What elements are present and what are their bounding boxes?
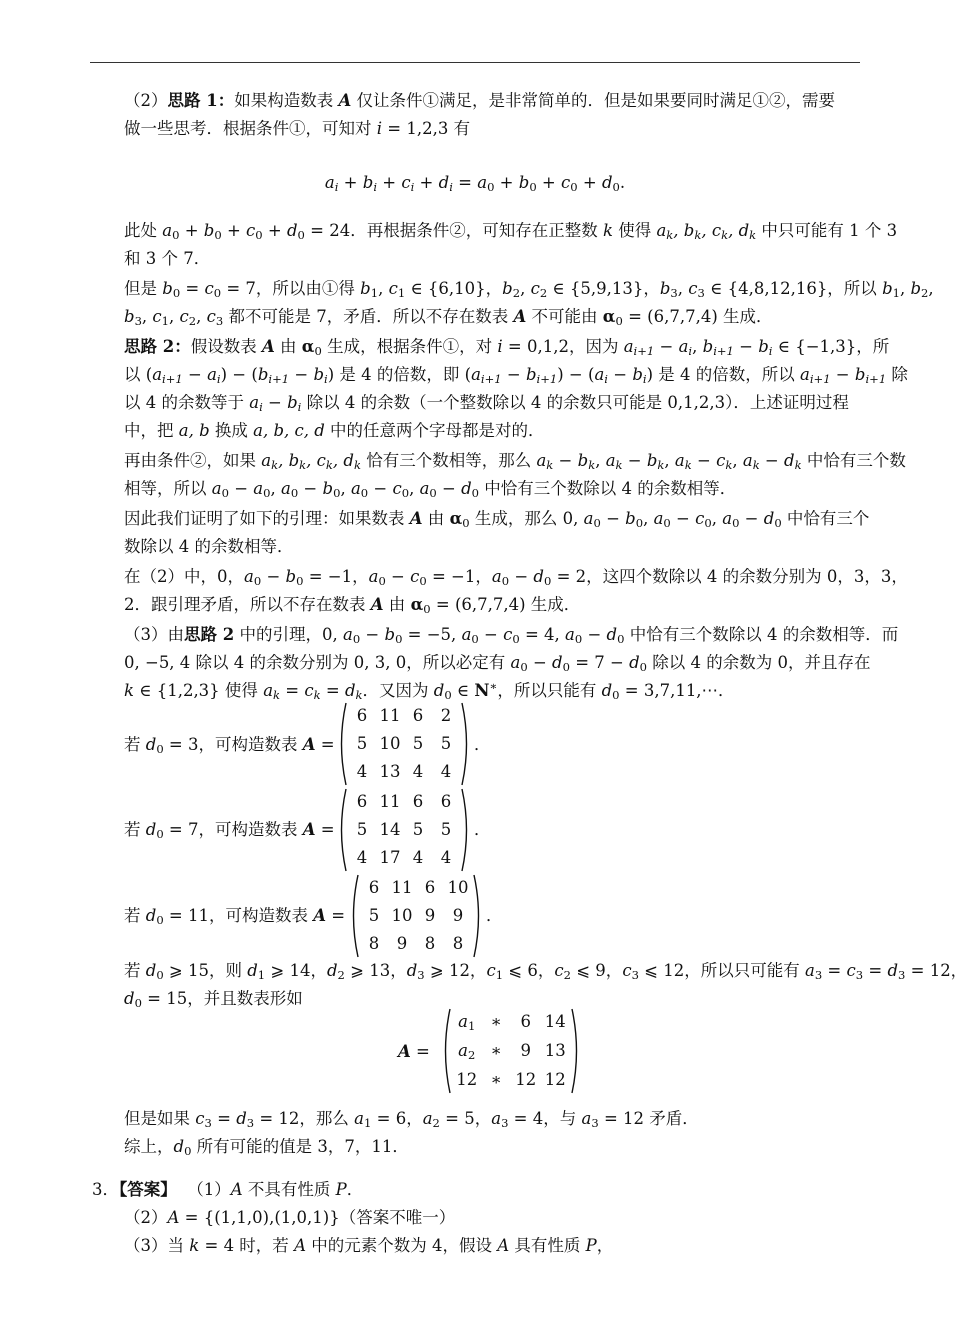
matrix-cell: ∗ xyxy=(490,1069,502,1089)
text-line: 做一些思考．根据条件①，可知对 i = 1,2,3 有 xyxy=(124,119,471,138)
text-line: 此处 $a_0 + b_0 + c_0 + d_0 = 24$．再根据条件②，可知存在正整数 k 使得 $a_k$, $b_k$, $c_k$, $d_k$ 中只可能有 1 个 3 xyxy=(124,221,898,242)
matrix-cell: 5 xyxy=(356,734,368,753)
text-line: 中，把 a, b 换成 a, b, c, d 中的任意两个字母都是对的． xyxy=(124,421,545,440)
text-line: （2）A = {(1,1,0),(1,0,1)}（答案不唯一） xyxy=(124,1208,456,1227)
matrix-cell: 9 xyxy=(452,906,464,925)
matrix-cell: 5 xyxy=(412,734,424,753)
period: ． xyxy=(474,820,491,839)
matrix-cell: 11 xyxy=(391,878,413,897)
matrix-cell: 6 xyxy=(412,792,424,811)
matrix-cell: 6 xyxy=(356,792,368,811)
matrix-cell: 6 xyxy=(440,792,452,811)
matrix-cell: 14 xyxy=(544,1012,566,1032)
matrix-cell: 12 xyxy=(515,1069,537,1089)
matrix-cell: 6 xyxy=(424,878,436,897)
text-line: 若 $d_0 = 7$，可构造数表 A = xyxy=(124,820,335,841)
matrix-cell: 10 xyxy=(379,734,401,753)
matrix-cell: 5 xyxy=(412,820,424,839)
matrix xyxy=(336,788,472,872)
text-line: 若 $d_0 = 3$，可构造数表 A = xyxy=(124,735,335,756)
matrix-cell: 4 xyxy=(356,848,368,867)
matrix-cell: 5 xyxy=(368,906,380,925)
text-line: k ∈ {1,2,3} 使得 $a_k = c_k = d_k$．又因为 $d_0$ ∈ N∗，所以只能有 $d_0$ = 3,7,11,⋯． xyxy=(124,679,735,702)
text-line: 3．【答案】 （1）A 不具有性质 P． xyxy=(92,1180,364,1199)
matrix-cell: 6 xyxy=(356,706,368,725)
matrix-cell: 6 xyxy=(412,706,424,725)
matrix-cell: 13 xyxy=(544,1041,566,1060)
matrix-cell: $a_1$ xyxy=(458,1012,476,1034)
matrix-cell: 4 xyxy=(440,762,452,781)
header-rule xyxy=(90,62,860,63)
matrix-cell: 4 xyxy=(412,848,424,867)
text-line: 思路 2：假设数表 A 由 $\alpha_0$ 生成，根据条件①，对 i = 0,1,2，因为 $a_{i+1} - a_i$, $b_{i+1} - b_i$ ∈ {−1,3}，所 xyxy=(124,337,890,358)
text-line: （2）思路 1：如果构造数表 A 仅让条件①满足，是非常简单的．但是如果要同时满足①②，需要 xyxy=(124,91,836,110)
matrix-cell: 9 xyxy=(520,1041,531,1060)
text-line: $d_0 = 15$，并且数表形如 xyxy=(124,989,303,1010)
matrix-cell: 9 xyxy=(396,934,408,953)
matrix-cell: 9 xyxy=(424,906,436,925)
text-line: 以 $(a_{i+1} - a_i) - (b_{i+1} - b_i)$ 是 4 的倍数，即 $(a_{i+1} - b_{i+1}) - (a_i - b_i)$ 是 4 的倍数，所以 $a_{i+1} - b_{i+1}$ 除 xyxy=(124,365,908,386)
matrix-cell: 10 xyxy=(391,906,413,925)
text-line: 相等，所以 $a_0 - a_0$, $a_0 - b_0$, $a_0 - c_0$, $a_0 - d_0$ 中恰有三个数除以 4 的余数相等． xyxy=(124,479,737,500)
matrix-cell: 11 xyxy=(379,792,401,811)
text-line: 以 4 的余数等于 $a_i - b_i$ 除以 4 的余数（一个整数除以 4 的余数只可能是 0,1,2,3）．上述证明过程 xyxy=(124,393,849,414)
period: ． xyxy=(474,735,491,754)
text-line: 因此我们证明了如下的引理：如果数表 A 由 $\alpha_0$ 生成，那么 0, $a_0 - b_0$, $a_0 - c_0$, $a_0 - d_0$ 中恰有三个 xyxy=(124,509,870,530)
text-line: 但是如果 $c_3 = d_3 = 12$，那么 $a_1 = 6$，$a_2 = 5$，$a_3 = 4$，与 $a_3 = 12$ 矛盾． xyxy=(124,1109,699,1130)
matrix-cell: 4 xyxy=(356,762,368,781)
matrix-cell: 6 xyxy=(368,878,380,897)
matrix-cell: 8 xyxy=(424,934,436,953)
matrix-cell: 8 xyxy=(452,934,464,953)
text-line: 若 $d_0$ ⩾ 15，则 $d_1$ ⩾ 14，$d_2$ ⩾ 13，$d_3$ ⩾ 12，$c_1$ ⩽ 6，$c_2$ ⩽ 9，$c_3$ ⩽ 12，所以只可能有 $a_3 = c_3 = d_3 = 12$， xyxy=(124,961,967,982)
matrix-cell: 14 xyxy=(379,820,401,839)
matrix-cell: 12 xyxy=(544,1069,566,1089)
period: ． xyxy=(486,906,503,925)
text-line: （3）当 k = 4 时，若 A 中的元素个数为 4，假设 A 具有性质 P， xyxy=(124,1236,614,1255)
matrix xyxy=(348,874,484,958)
matrix-cell: 12 xyxy=(456,1069,478,1089)
matrix-cell: ∗ xyxy=(490,1041,502,1060)
matrix-cell: 5 xyxy=(356,820,368,839)
matrix xyxy=(440,1008,582,1094)
matrix-cell: $a_2$ xyxy=(458,1041,476,1062)
matrix-cell: 11 xyxy=(379,706,401,725)
matrix-cell: 10 xyxy=(447,878,469,897)
text-line: 再由条件②，如果 $a_k$, $b_k$, $c_k$, $d_k$ 恰有三个数相等，那么 $a_k - b_k$, $a_k - b_k$, $a_k - c_k$, $a_k - d_k$ 中恰有三个数 xyxy=(124,451,906,472)
equation: $a_i + b_i + c_i + d_i = a_0 + b_0 + c_0 + d_0$. xyxy=(324,173,626,194)
matrix-label: A = xyxy=(398,1042,430,1061)
matrix-cell: 4 xyxy=(412,762,424,781)
matrix-cell: 2 xyxy=(440,706,452,725)
text-line: 0, −5, 4 除以 4 的余数分别为 0, 3, 0，所以必定有 $a_0 - d_0 = 7 - d_0$ 除以 4 的余数为 0，并且存在 xyxy=(124,653,871,674)
matrix-cell: 4 xyxy=(440,848,452,867)
text-line: 和 3 个 7． xyxy=(124,249,211,268)
matrix-cell: 6 xyxy=(520,1012,531,1032)
matrix-cell: 17 xyxy=(379,848,401,867)
text-line: 数除以 4 的余数相等． xyxy=(124,537,294,556)
text-line: $b_3$, $c_1$, $c_2$, $c_3$ 都不可能是 7，矛盾．所以不存在数表 A 不可能由 $\alpha_0 = (6,7,7,4)$ 生成． xyxy=(124,307,773,328)
text-line: 2．跟引理矛盾，所以不存在数表 A 由 $\alpha_0 = (6,7,7,4)$ 生成． xyxy=(124,595,581,616)
matrix-cell: 5 xyxy=(440,820,452,839)
text-line: 若 $d_0 = 11$，可构造数表 A = xyxy=(124,906,346,927)
matrix-cell: 8 xyxy=(368,934,380,953)
text-line: （3）由思路 2 中的引理，0, $a_0 - b_0 = -5$, $a_0 - c_0 = 4$, $a_0 - d_0$ 中恰有三个数除以 4 的余数相等．而 xyxy=(124,625,899,646)
matrix-cell: ∗ xyxy=(490,1012,502,1032)
matrix xyxy=(336,702,472,786)
text-line: 综上，$d_0$ 所有可能的值是 3，7，11． xyxy=(124,1137,409,1158)
text-line: 在（2）中，0，$a_0 - b_0 = -1$，$a_0 - c_0 = -1$，$a_0 - d_0 = 2$，这四个数除以 4 的余数分别为 0，3，3， xyxy=(124,567,908,588)
text-line: 但是 $b_0 = c_0 = 7$，所以由①得 $b_1$, $c_1$ ∈ {6,10}，$b_2$, $c_2$ ∈ {5,9,13}，$b_3$, $c_3$ ∈ {4,8,12,16}，所以 $b_1$, $b_2$, xyxy=(124,279,934,300)
matrix-cell: 5 xyxy=(440,734,452,753)
matrix-cell: 13 xyxy=(379,762,401,781)
